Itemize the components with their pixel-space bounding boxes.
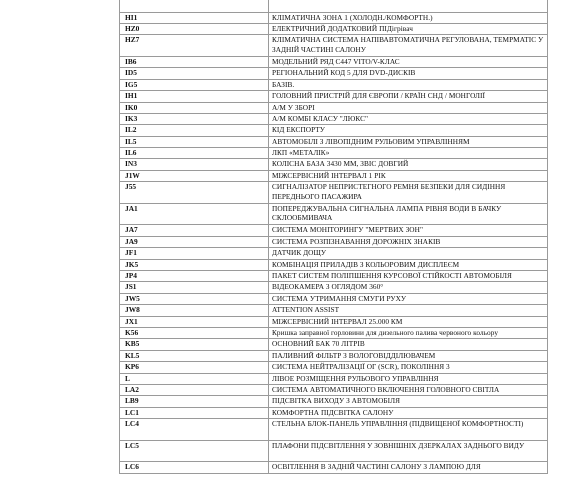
option-code-cell: LA2 (120, 384, 269, 395)
option-code-cell: L (120, 373, 269, 384)
option-description-cell: ОСВІТЛЕННЯ В ЗАДНІЙ ЧАСТИНІ САЛОНУ З ЛАМПОЮ ДЛЯ (269, 462, 548, 473)
option-code-cell: KP6 (120, 362, 269, 373)
option-code-cell: LC6 (120, 462, 269, 473)
table-row (120, 271, 548, 282)
option-code-cell (120, 0, 269, 12)
option-description-cell: СИСТЕМА МОНІТОРИНГУ "МЕРТВИХ ЗОН" (269, 225, 548, 236)
option-code-cell: JX1 (120, 316, 269, 327)
option-codes-body (120, 0, 548, 473)
option-code-cell: JP4 (120, 271, 269, 282)
table-row (120, 56, 548, 67)
table-row (120, 159, 548, 170)
table-row (120, 396, 548, 407)
option-description-cell: ЕЛЕКТРИЧНИЙ ДОДАТКОВИЙ ПІДігрівач (269, 23, 548, 34)
table-row (120, 327, 548, 338)
option-description-cell: КІД ЕКСПОРТУ (269, 125, 548, 136)
option-code-cell: JW8 (120, 305, 269, 316)
option-description-cell: А/М У ЗБОРІ (269, 102, 548, 113)
option-description-cell (269, 0, 548, 12)
table-row (120, 236, 548, 247)
option-code-cell: HZ0 (120, 23, 269, 34)
option-description-cell: ЛІВОЕ РОЗМІЩЕННЯ РУЛЬОВОГО УПРАВЛІННЯ (269, 373, 548, 384)
table-row (120, 102, 548, 113)
option-code-cell: ID5 (120, 68, 269, 79)
option-code-cell: IN3 (120, 159, 269, 170)
option-code-cell: K56 (120, 327, 269, 338)
option-description-cell: КОЛІСНА БАЗА 3430 ММ, ЗВІС ДОВГИЙ (269, 159, 548, 170)
option-code-cell: IH1 (120, 91, 269, 102)
option-description-cell: МІЖСЕРВІСНИЙ ІНТЕРВАЛ 1 РІК (269, 170, 548, 181)
table-row (120, 23, 548, 34)
option-description-cell: ПАКЕТ СИСТЕМ ПОЛІПШЕННЯ КУРСОВОЇ СТІЙКОСТІ АВТОМОБІЛЯ (269, 271, 548, 282)
option-codes-table (119, 0, 548, 474)
table-row (120, 259, 548, 270)
table-row (120, 305, 548, 316)
option-description-cell: КОМФОРТНА ПІДСВІТКА САЛОНУ (269, 407, 548, 418)
option-description-cell: СИСТЕМА УТРИМАННЯ СМУГИ РУХУ (269, 293, 548, 304)
option-code-cell: LC5 (120, 440, 269, 462)
table-row (120, 79, 548, 90)
table-row (120, 136, 548, 147)
table-row (120, 248, 548, 259)
option-description-cell: АВТОМОБІЛІ З ЛІВОПІДНИМ РУЛЬОВИМ УПРАВЛІННЯМ (269, 136, 548, 147)
table-row (120, 293, 548, 304)
option-description-cell: СИГНАЛІЗАТОР НЕПРИСТЕГНОГО РЕМНЯ БЕЗПЕКИ ДЛЯ СИДІННЯ ПЕРЕДНЬОГО ПАСАЖИРА (269, 182, 548, 204)
table-row (120, 35, 548, 57)
option-description-cell: ГОЛОВНИЙ ПРИСТРІЙ ДЛЯ ЄВРОПИ / КРАЇН СНД / МОНГОЛІЇ (269, 91, 548, 102)
option-code-cell: JK5 (120, 259, 269, 270)
table-row (120, 362, 548, 373)
option-description-cell: СИСТЕМА АВТОМАТИЧНОГО ВКЛЮЧЕННЯ ГОЛОВНОГО СВІТЛА (269, 384, 548, 395)
table-row (120, 170, 548, 181)
option-description-cell: КЛІМАТИЧНА СИСТЕМА НАПІВАВТОМАТИЧНА РЕГУЛОВАНА, TEMPMATIC У ЗАДНІЙ ЧАСТИНІ САЛОНУ (269, 35, 548, 57)
option-code-cell: JA9 (120, 236, 269, 247)
table-row (120, 419, 548, 441)
option-code-cell: IL2 (120, 125, 269, 136)
table-row (120, 12, 548, 23)
table-row (120, 462, 548, 473)
option-code-cell: IG5 (120, 79, 269, 90)
option-code-cell: J55 (120, 182, 269, 204)
option-description-cell: ATTENTION ASSIST (269, 305, 548, 316)
table-row (120, 339, 548, 350)
option-description-cell: Кришка заправної горловини для дизельного палива червоного кольору (269, 327, 548, 338)
table-row (120, 440, 548, 462)
option-description-cell: ПІДСВІТКА ВИХОДУ З АВТОМОБІЛЯ (269, 396, 548, 407)
option-code-cell: KL5 (120, 350, 269, 361)
option-description-cell: МІЖСЕРВІСНИЙ ІНТЕРВАЛ 25.000 КМ (269, 316, 548, 327)
option-code-cell: LC4 (120, 419, 269, 441)
table-row (120, 68, 548, 79)
option-code-cell: IK0 (120, 102, 269, 113)
table-row (120, 373, 548, 384)
option-description-cell: СТЕЛЬНА БЛОК-ПАНЕЛЬ УПРАВЛІННЯ (ПІДВИЩЕНОЇ КОМФОРТНОСТІ) (269, 419, 548, 441)
option-code-cell: IK3 (120, 113, 269, 124)
option-description-cell: СИСТЕМА РОЗПІЗНАВАННЯ ДОРОЖНІХ ЗНАКІВ (269, 236, 548, 247)
table-row (120, 182, 548, 204)
option-code-cell: KB5 (120, 339, 269, 350)
table-row (120, 282, 548, 293)
table-row (120, 0, 548, 12)
option-code-cell: HZ7 (120, 35, 269, 57)
option-code-cell: LB9 (120, 396, 269, 407)
option-description-cell: РЕГІОНАЛЬНИЙ КОД 5 ДЛЯ DVD-ДИСКІВ (269, 68, 548, 79)
option-code-cell: JW5 (120, 293, 269, 304)
option-code-cell: JA1 (120, 203, 269, 225)
option-code-cell: IB6 (120, 56, 269, 67)
option-description-cell: А/М КОМБІ КЛАСУ "ЛЮКС" (269, 113, 548, 124)
table-row (120, 316, 548, 327)
option-description-cell: ПЛАФОНИ ПІДСВІТЛЕННЯ У ЗОВНІШНІХ ДЗЕРКАЛАХ ЗАДНЬОГО ВИДУ (269, 440, 548, 462)
option-code-cell: IL5 (120, 136, 269, 147)
table-row (120, 113, 548, 124)
option-description-cell: БАЗІВ. (269, 79, 548, 90)
option-description-cell: ВІДЕОКАМЕРА З ОГЛЯДОМ 360° (269, 282, 548, 293)
table-row (120, 148, 548, 159)
option-code-cell: JF1 (120, 248, 269, 259)
option-description-cell: ДАТЧИК ДОЩУ (269, 248, 548, 259)
option-description-cell: ЛКП «МЕТАЛІК» (269, 148, 548, 159)
option-code-cell: LC1 (120, 407, 269, 418)
option-description-cell: ПОПЕРЕДЖУВАЛЬНА СИГНАЛЬНА ЛАМПА РІВНЯ ВОДИ В БАЧКУ СКЛООБМИВАЧА (269, 203, 548, 225)
table-row (120, 225, 548, 236)
table-row (120, 91, 548, 102)
table-row (120, 125, 548, 136)
option-code-cell: JS1 (120, 282, 269, 293)
option-description-cell: МОДЕЛЬНИЙ РЯД C447 VITO/V-КЛАС (269, 56, 548, 67)
option-code-cell: JA7 (120, 225, 269, 236)
table-row (120, 384, 548, 395)
option-description-cell: КЛІМАТИЧНА ЗОНА 1 (ХОЛОДН./КОМФОРТН.) (269, 12, 548, 23)
option-code-cell: J1W (120, 170, 269, 181)
table-row (120, 407, 548, 418)
table-row (120, 203, 548, 225)
option-code-cell: HI1 (120, 12, 269, 23)
option-description-cell: ПАЛИВНИЙ ФІЛЬТР З ВОЛОГОВІДДІЛЮВАЧЕМ (269, 350, 548, 361)
option-description-cell: СИСТЕМА НЕЙТРАЛІЗАЦІЇ ОГ (SCR), ПОКОЛІННЯ 3 (269, 362, 548, 373)
table-row (120, 350, 548, 361)
option-description-cell: ОСНОВНИЙ БАК 70 ЛІТРІВ (269, 339, 548, 350)
option-description-cell: КОМБІНАЦІЯ ПРИЛАДІВ З КОЛЬОРОВИМ ДИСПЛЕЄМ (269, 259, 548, 270)
option-code-cell: IL6 (120, 148, 269, 159)
